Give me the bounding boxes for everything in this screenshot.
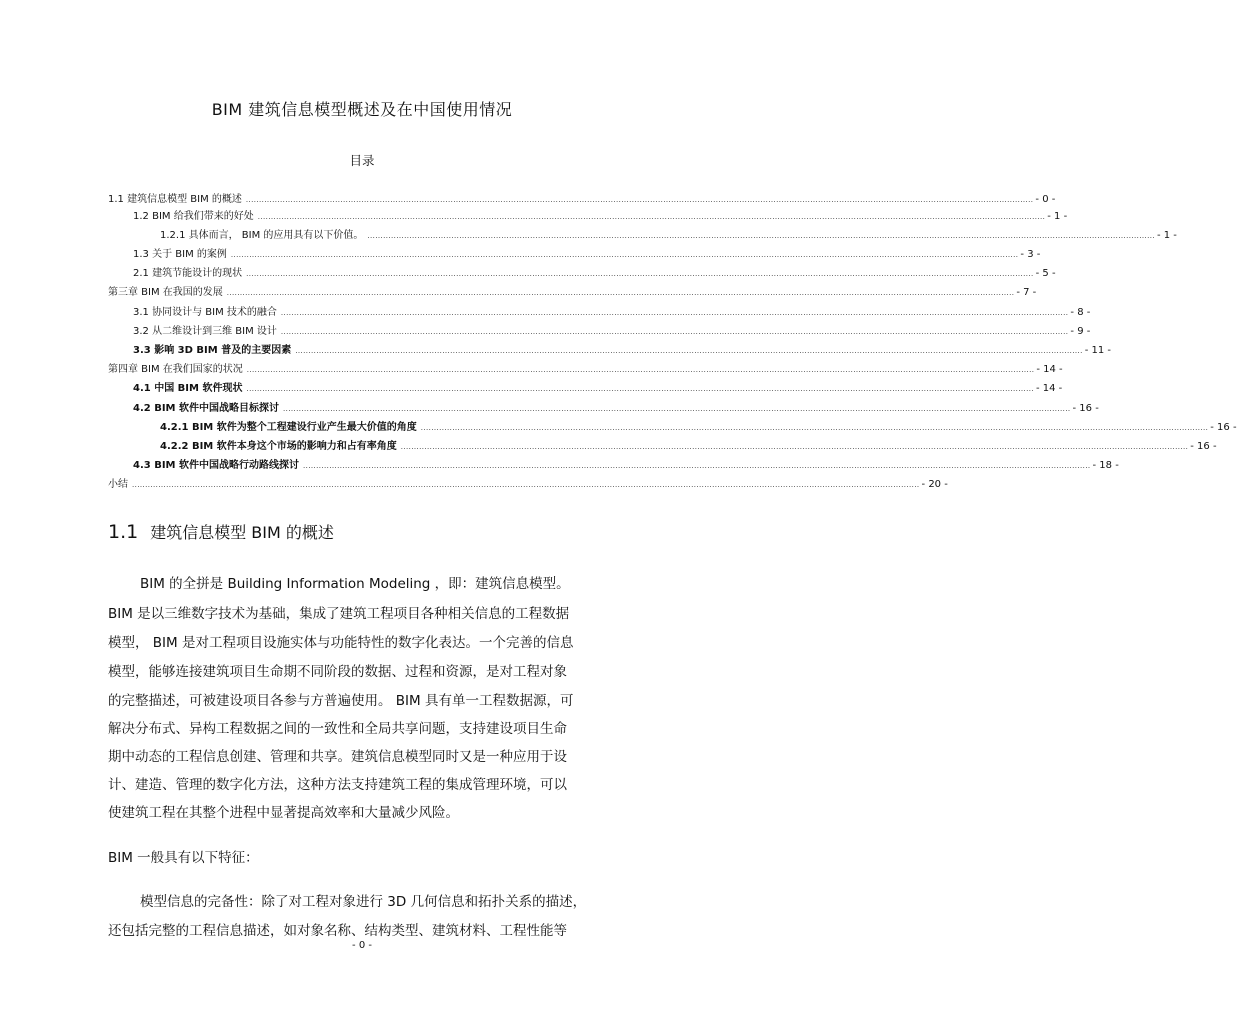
toc-entry-text: 第三章 BIM 在我国的发展 xyxy=(108,287,223,298)
toc-entry-text: 4.2.1 BIM 软件为整个工程建设行业产生最大价值的角度 xyxy=(160,422,417,433)
toc-entry-page: - 16 - xyxy=(1210,422,1237,433)
toc-leader: ............................................................................................................................................................................................................................................................................................................ xyxy=(295,347,1083,355)
toc-entry-page: - 9 - xyxy=(1070,326,1091,337)
toc-entry-page: - 18 - xyxy=(1092,460,1119,471)
toc-entry[interactable] xyxy=(133,381,1063,397)
toc-entry-text: 第四章 BIM 在我们国家的状况 xyxy=(108,364,243,375)
section-number: 1.1 xyxy=(108,521,139,543)
toc-heading: 目录 xyxy=(349,153,375,168)
toc-leader: ............................................................................................................................................................................................................................................................................................................ xyxy=(420,424,1209,432)
toc-entry[interactable] xyxy=(133,266,1056,282)
toc-leader: ............................................................................................................................................................................................................................................................................................................ xyxy=(132,481,920,489)
page-number: - 0 - xyxy=(352,940,372,951)
paragraph-line: 计、建造、管理的数字化方法，这种方法支持建筑工程的集成管理环境，可以 xyxy=(108,777,567,793)
paragraph-line: BIM 是以三维数字技术为基础，集成了建筑工程项目各种相关信息的工程数据 xyxy=(108,606,570,622)
paragraph-line: BIM 一般具有以下特征： xyxy=(108,850,259,866)
toc-entry-text: 4.1 中国 BIM 软件现状 xyxy=(133,383,243,394)
toc-leader: ............................................................................................................................................................................................................................................................................................................ xyxy=(282,405,1071,413)
toc-entry-page: - 14 - xyxy=(1036,364,1063,375)
toc-entry[interactable] xyxy=(133,324,1091,340)
paragraph-line: BIM 的全拼是 Building Information Modeling ，即：建筑信息模型。 xyxy=(140,576,570,592)
toc-entry-text: 3.1 协同设计与 BIM 技术的融合 xyxy=(133,307,277,318)
toc-leader: ............................................................................................................................................................................................................................................................................................................ xyxy=(302,462,1091,470)
toc-leader: ............................................................................................................................................................................................................................................................................................................ xyxy=(226,289,1015,297)
toc-entry-page: - 16 - xyxy=(1190,441,1217,452)
document-title: BIM 建筑信息模型概述及在中国使用情况 xyxy=(211,100,513,119)
toc-entry-page: - 1 - xyxy=(1156,230,1177,241)
toc-leader: ............................................................................................................................................................................................................................................................................................................ xyxy=(245,196,1034,204)
toc-entry-page: - 8 - xyxy=(1070,307,1091,318)
toc-entry-text: 1.1 建筑信息模型 BIM 的概述 xyxy=(108,194,242,205)
toc-entry-text: 3.3 影响 3D BIM 普及的主要因素 xyxy=(133,345,292,356)
toc-entry-page: - 1 - xyxy=(1047,211,1068,222)
toc-entry[interactable] xyxy=(108,192,1056,208)
toc-entry-text: 3.2 从二维设计到三维 BIM 设计 xyxy=(133,326,277,337)
toc-entry-text: 4.2.2 BIM 软件本身这个市场的影响力和占有率角度 xyxy=(160,441,397,452)
paragraph-line: 模型， BIM 是对工程项目设施实体与功能特性的数字化表达。一个完善的信息 xyxy=(108,635,574,651)
paragraph-line: 期中动态的工程信息创建、管理和共享。建筑信息模型同时又是一种应用于设 xyxy=(108,749,567,765)
toc-entry-text: 4.2 BIM 软件中国战略目标探讨 xyxy=(133,403,279,414)
paragraph-line: 模型信息的完备性：除了对工程对象进行 3D 几何信息和拓扑关系的描述， xyxy=(140,894,587,910)
toc-entry-text: 4.3 BIM 软件中国战略行动路线探讨 xyxy=(133,460,299,471)
toc-leader: ............................................................................................................................................................................................................................................................................................................ xyxy=(246,366,1035,374)
toc-entry-text: 1.2.1 具体而言， BIM 的应用具有以下价值。 xyxy=(160,230,364,241)
toc-entry[interactable] xyxy=(108,477,948,493)
toc-entry-page: - 3 - xyxy=(1020,249,1041,260)
toc-entry[interactable] xyxy=(160,439,1217,455)
toc-leader: ............................................................................................................................................................................................................................................................................................................ xyxy=(280,309,1069,317)
toc-entry-page: - 14 - xyxy=(1035,383,1063,394)
toc-entry[interactable] xyxy=(133,401,1099,417)
toc-leader: ............................................................................................................................................................................................................................................................................................................ xyxy=(230,251,1019,259)
toc-entry-page: - 0 - xyxy=(1035,194,1056,205)
toc-leader: ............................................................................................................................................................................................................................................................................................................ xyxy=(246,270,1034,278)
paragraph-line: 模型，能够连接建筑项目生命期不同阶段的数据、过程和资源，是对工程对象 xyxy=(108,664,567,680)
toc-entry-text: 小结 xyxy=(108,479,128,490)
toc-entry[interactable] xyxy=(108,362,1063,378)
toc-leader: ............................................................................................................................................................................................................................................................................................................ xyxy=(257,213,1046,221)
toc-entry-page: - 7 - xyxy=(1016,287,1037,298)
toc-leader: ............................................................................................................................................................................................................................................................................................................ xyxy=(280,328,1069,336)
toc-entry[interactable] xyxy=(133,458,1119,474)
toc-entry[interactable] xyxy=(133,343,1112,359)
paragraph-line: 使建筑工程在其整个进程中显著提高效率和大量减少风险。 xyxy=(108,805,459,821)
toc-entry[interactable] xyxy=(133,305,1091,321)
paragraph-line: 解决分布式、异构工程数据之间的一致性和全局共享问题，支持建设项目生命 xyxy=(108,721,567,737)
toc-entry-page: - 20 - xyxy=(921,479,948,490)
toc-entry-text: 1.2 BIM 给我们带来的好处 xyxy=(133,211,254,222)
paragraph-line: 的完整描述，可被建设项目各参与方普遍使用。 BIM 具有单一工程数据源，可 xyxy=(108,693,574,709)
toc-entry[interactable] xyxy=(133,247,1041,263)
toc-leader: ............................................................................................................................................................................................................................................................................................................ xyxy=(246,385,1034,393)
toc-entry-text: 1.3 关于 BIM 的案例 xyxy=(133,249,227,260)
toc-entry-page: - 11 - xyxy=(1084,345,1112,356)
toc-entry[interactable] xyxy=(160,228,1177,244)
toc-entry-page: - 5 - xyxy=(1035,268,1056,279)
toc-entry-page: - 16 - xyxy=(1072,403,1099,414)
toc-leader: ............................................................................................................................................................................................................................................................................................................ xyxy=(400,443,1189,451)
toc-entry-text: 2.1 建筑节能设计的现状 xyxy=(133,268,243,279)
toc-entry[interactable] xyxy=(133,209,1068,225)
paragraph-line: 还包括完整的工程信息描述，如对象名称、结构类型、建筑材料、工程性能等 xyxy=(108,923,567,939)
toc-entry[interactable] xyxy=(108,285,1037,301)
section-heading xyxy=(108,520,334,543)
toc-entry[interactable] xyxy=(160,420,1237,436)
toc-leader: ............................................................................................................................................................................................................................................................................................................ xyxy=(367,232,1155,240)
section-title: 建筑信息模型 BIM 的概述 xyxy=(150,523,334,542)
